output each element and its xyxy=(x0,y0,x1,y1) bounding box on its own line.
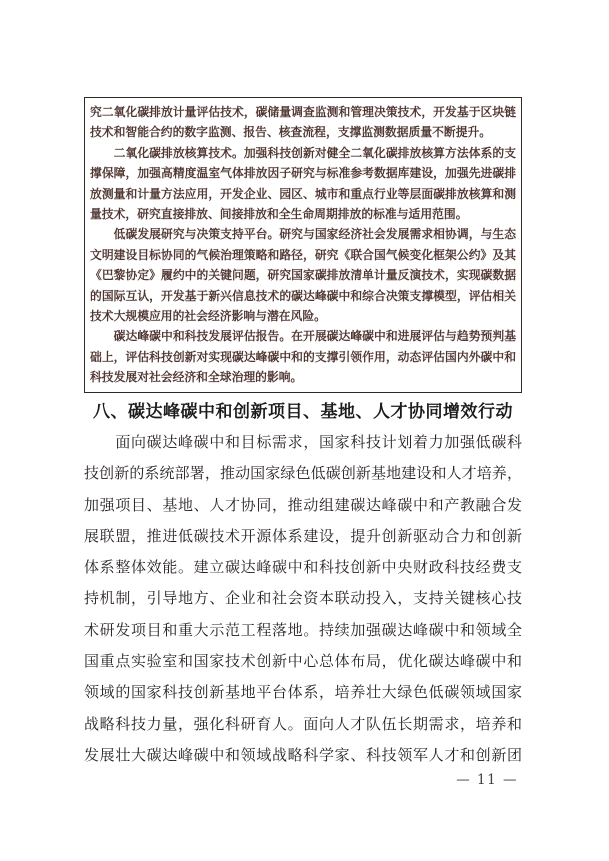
body-text-line: 领域的国家科技创新基地平台体系，培养壮大绿色低碳领域国家 xyxy=(84,683,522,702)
body-text-line: 发展壮大碳达峰碳中和领域战略科学家、科技领军人才和创新团 xyxy=(84,745,522,764)
excerpt-text-line: 科技发展对社会经济和全球治理的影响。 xyxy=(90,370,303,385)
body-text-line: 战略科技力量，强化科研育人。面向人才队伍长期需求，培养和 xyxy=(84,714,522,733)
body-text-line: 面向碳达峰碳中和目标需求，国家科技计划着力加强低碳科 xyxy=(84,433,522,451)
excerpt-text-line: 《巴黎协定》履约中的关键问题，研究国家碳排放清单计量反演技术，实现碳数据 xyxy=(90,268,516,283)
page-number: — 11 — xyxy=(456,772,518,788)
excerpt-text-line: 低碳发展研究与决策支持平台。研究与国家经济社会发展需求相协调，与生态 xyxy=(90,227,516,242)
body-paragraph xyxy=(84,427,522,771)
body-text-line: 体系整体效能。建立碳达峰碳中和科技创新中央财政科技经费支 xyxy=(84,558,522,577)
excerpt-text-line: 技术和智能合约的数字监测、报告、核查流程，支撑监测数据质量不断提升。 xyxy=(90,125,492,140)
excerpt-text-line: 文明建设目标协同的气候治理策略和路径，研究《联合国气候变化框架公约》及其 xyxy=(90,247,516,262)
body-text-line: 展联盟，推进低碳技术开源体系建设，提升创新驱动合力和创新 xyxy=(84,526,522,545)
body-text-line: 技创新的系统部署，推动国家绿色低碳创新基地建设和人才培养， xyxy=(84,464,522,483)
excerpt-text-line: 量技术，研究直接排放、间接排放和全生命周期排放的标准与适用范围。 xyxy=(90,207,468,222)
excerpt-box xyxy=(84,97,522,393)
excerpt-text-line: 的国际互认，开发基于新兴信息技术的碳达峰碳中和综合决策支撑模型，评估相关 xyxy=(90,288,516,303)
excerpt-text-line: 碳达峰碳中和科技发展评估报告。在开展碳达峰碳中和进展评估与趋势预判基 xyxy=(90,329,516,344)
body-text-line: 国重点实验室和国家技术创新中心总体布局，优化碳达峰碳中和 xyxy=(84,652,522,671)
excerpt-text-line: 放测量和计量方法应用，开发企业、园区、城市和重点行业等层面碳排放核算和测 xyxy=(90,186,516,201)
excerpt-text-line: 二氧化碳排放核算技术。加强科技创新对健全二氧化碳排放核算方法体系的支 xyxy=(90,145,516,160)
excerpt-text-line: 究二氧化碳排放计量评估技术，碳储量调查监测和管理决策技术，开发基于区块链 xyxy=(90,105,516,119)
body-text-line: 持机制，引导地方、企业和社会资本联动投入，支持关键核心技 xyxy=(84,589,522,608)
body-text-line: 术研发项目和重大示范工程落地。持续加强碳达峰碳中和领域全 xyxy=(84,620,522,639)
excerpt-text-line: 技术大规模应用的社会经济影响与潜在风险。 xyxy=(90,309,326,324)
body-text-line: 加强项目、基地、人才协同，推动组建碳达峰碳中和产教融合发 xyxy=(84,495,522,514)
section-heading: 八、碳达峰碳中和创新项目、基地、人才协同增效行动 xyxy=(93,402,513,422)
excerpt-text-line: 础上，评估科技创新对实现碳达峰碳中和的支撑引领作用，动态评估国内外碳中和 xyxy=(90,349,516,364)
excerpt-text-line: 撑保障，加强高精度温室气体排放因子研究与标准参考数据库建设，加强先进碳排 xyxy=(90,166,516,181)
